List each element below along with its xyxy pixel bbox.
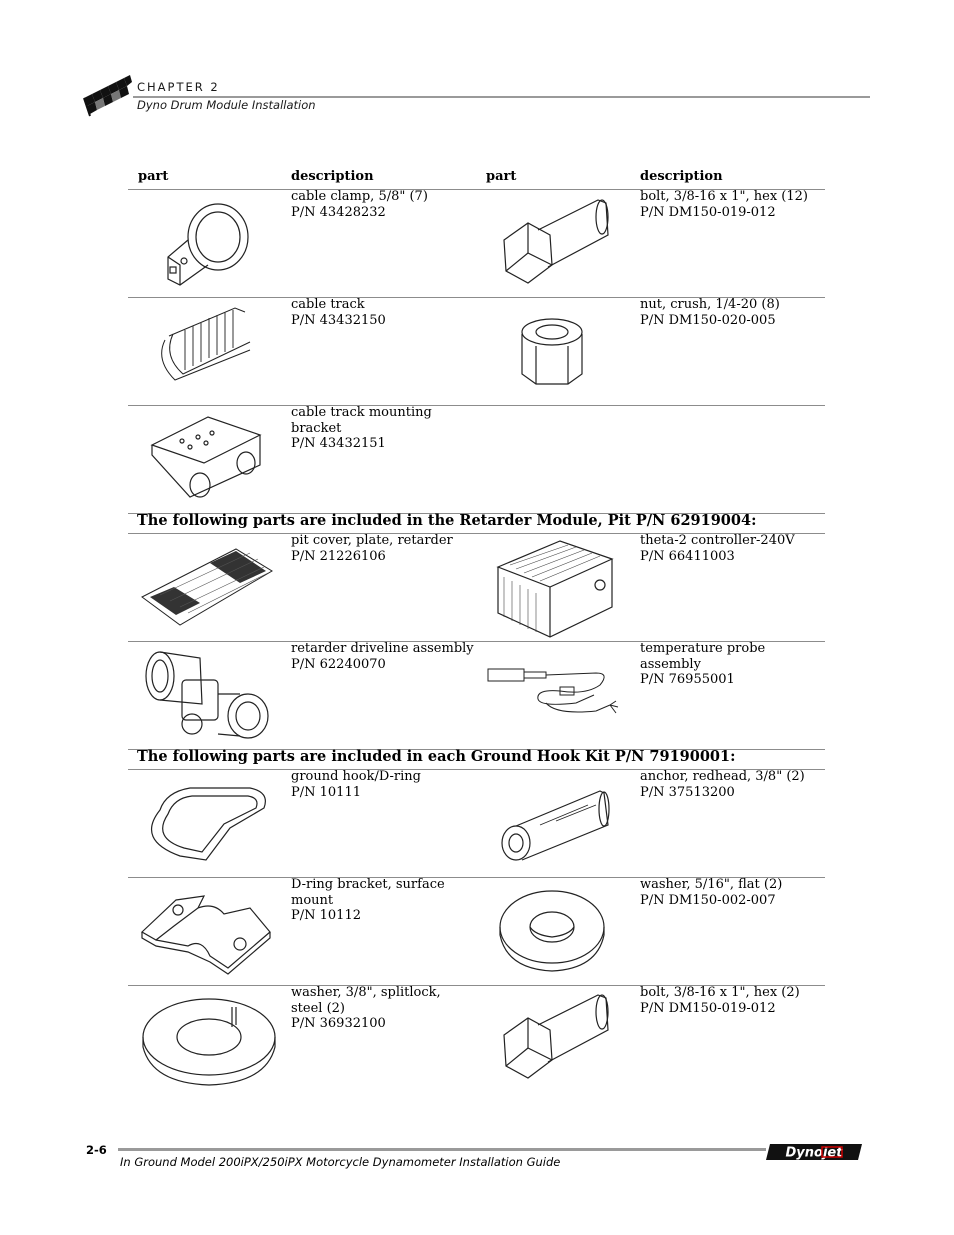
part-description: temperature probe assembly P/N 76955001 bbox=[640, 641, 766, 687]
part-description: theta-2 controller-240V P/N 66411003 bbox=[640, 533, 795, 564]
anchor-illustration bbox=[500, 785, 615, 865]
crush-nut-illustration bbox=[518, 316, 586, 388]
cable-clamp-illustration bbox=[160, 195, 255, 290]
part-description: D-ring bracket, surface mount P/N 10112 bbox=[291, 877, 445, 923]
part-description: cable track mounting bracket P/N 43432151 bbox=[291, 405, 432, 451]
table-rule bbox=[128, 405, 825, 406]
hex-bolt-illustration bbox=[498, 990, 613, 1085]
logo-text: Dynojet bbox=[785, 1145, 843, 1161]
part-description: bolt, 3/8-16 x 1", hex (12) P/N DM150-019-012 bbox=[640, 189, 808, 220]
part-description: cable clamp, 5/8" (7) P/N 43428232 bbox=[291, 189, 428, 220]
column-header-description: description bbox=[640, 169, 723, 184]
part-description: bolt, 3/8-16 x 1", hex (2) P/N DM150-019-012 bbox=[640, 985, 800, 1016]
column-header-part: part bbox=[486, 169, 517, 184]
part-description: cable track P/N 43432150 bbox=[291, 297, 386, 328]
driveline-assembly-illustration bbox=[140, 644, 275, 744]
hex-bolt-illustration bbox=[498, 195, 613, 290]
flat-washer-illustration bbox=[495, 885, 610, 975]
footer-rule bbox=[118, 1148, 766, 1151]
section-heading-ground-hook: The following parts are included in each Ground Hook Kit P/N 79190001: bbox=[137, 748, 736, 765]
part-description: washer, 3/8", splitlock, steel (2) P/N 36932100 bbox=[291, 985, 441, 1031]
page-number: 2-6 bbox=[86, 1143, 107, 1157]
part-description: pit cover, plate, retarder P/N 21226106 bbox=[291, 533, 453, 564]
pit-cover-plate-illustration bbox=[140, 545, 275, 630]
part-description: washer, 5/16", flat (2) P/N DM150-002-007 bbox=[640, 877, 783, 908]
part-description: nut, crush, 1/4-20 (8) P/N DM150-020-005 bbox=[640, 297, 780, 328]
dynojet-logo bbox=[766, 1142, 864, 1162]
cable-track-illustration bbox=[155, 300, 255, 392]
column-header-part: part bbox=[138, 169, 169, 184]
controller-box-illustration bbox=[494, 537, 616, 639]
column-header-description: description bbox=[291, 169, 374, 184]
section-heading-retarder: The following parts are included in the Retarder Module, Pit P/N 62919004: bbox=[137, 512, 757, 529]
chapter-subtitle: Dyno Drum Module Installation bbox=[137, 98, 316, 112]
temperature-probe-illustration bbox=[486, 655, 626, 720]
split-lock-washer-illustration bbox=[138, 995, 280, 1087]
part-description: anchor, redhead, 3/8" (2) P/N 37513200 bbox=[640, 769, 805, 800]
mounting-bracket-illustration bbox=[150, 415, 268, 505]
checkered-flag-icon bbox=[82, 72, 134, 122]
chapter-label: CHAPTER 2 bbox=[137, 80, 220, 94]
guide-title: In Ground Model 200iPX/250iPX Motorcycle Dynamometer Installation Guide bbox=[120, 1155, 561, 1169]
part-description: retarder driveline assembly P/N 62240070 bbox=[291, 641, 474, 672]
part-description: ground hook/D-ring P/N 10111 bbox=[291, 769, 421, 800]
d-ring-illustration bbox=[140, 780, 275, 864]
d-ring-bracket-illustration bbox=[138, 888, 273, 976]
